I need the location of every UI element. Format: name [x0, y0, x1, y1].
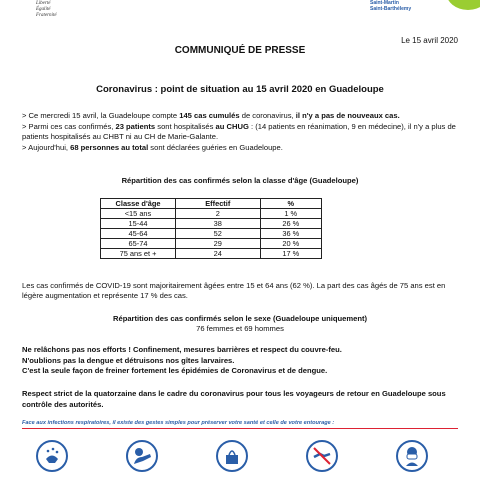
press-title: COMMUNIQUÉ DE PRESSE [174, 45, 306, 56]
mask-icon [396, 440, 428, 472]
situation-line-recovered: > Aujourd'hui, 68 personnes au total sont déclarées guéries en Guadeloupe. [22, 142, 283, 152]
cell-age: 65-74 [101, 239, 176, 249]
tissue-icon [216, 440, 248, 472]
header-count: Effectif [176, 199, 261, 209]
table-header-row [101, 199, 322, 209]
barrier-gestures-banner: Face aux infections respiratoires, il existe des gestes simples pour préserver votre santé et celle de votre entourage : [22, 420, 458, 429]
cell-percent: 26 % [260, 219, 321, 229]
table-row [101, 239, 322, 249]
sex-caption: Répartition des cas confirmés selon le sexe (Guadeloupe uniquement) [112, 314, 368, 323]
cell-count: 24 [176, 249, 261, 259]
cell-percent: 1 % [260, 209, 321, 219]
logo-label-saint-martin: Saint-Martin [370, 0, 399, 6]
situation-line-hospital: > Parmi ces cas confirmés, 23 patients sont hospitalisés au CHUG : (14 patients en réanimation, 9 en médecine), il n'y a plus de patients hospitalisés au CHBT ni au CH de Marie-Galante. [22, 121, 456, 142]
cell-percent: 17 % [260, 249, 321, 259]
motto-liberte: Liberté [36, 1, 51, 6]
cell-age: <15 ans [101, 209, 176, 219]
age-table-caption: Répartition des cas confirmés selon la classe d'âge (Guadeloupe) [121, 176, 359, 185]
table-row [101, 249, 322, 259]
age-comment-paragraph: Les cas confirmés de COVID-19 sont majoritairement âgées entre 15 et 64 ans (62 %). La part des cas âgés de 75 ans est en légère augmentation et représente 17 % des cas. [22, 281, 446, 300]
cell-age: 75 ans et + [101, 249, 176, 259]
cell-percent: 36 % [260, 229, 321, 239]
handwash-icon [36, 440, 68, 472]
message-efforts: Ne relâchons pas nos efforts ! Confinement, mesures barrières et respect du couvre-feu. [22, 345, 342, 354]
motto-fraternite: Fraternité [36, 13, 57, 18]
cell-age: 45-64 [101, 229, 176, 239]
age-distribution-table [100, 198, 322, 259]
cell-count: 29 [176, 239, 261, 249]
situation-line-cases: > Ce mercredi 15 avril, la Guadeloupe compte 145 cas cumulés de coronavirus, il n'y a pas de nouveaux cas. [22, 111, 400, 120]
release-date: Le 15 avril 2020 [401, 36, 458, 45]
prevention-messages [22, 345, 462, 377]
header-age-class: Classe d'âge [101, 199, 176, 209]
message-dengue: N'oublions pas la dengue et détruisons nos gîtes larvaires. [22, 355, 235, 365]
quarantine-message: Respect strict de la quatorzaine dans le cadre du coronavirus pour tous les voyageurs de retour en Guadeloupe sous contrôle des autorités. [22, 389, 446, 409]
message-epidemics: C'est la seule façon de freiner fortement les épidémies de Coronavirus et de dengue. [22, 366, 328, 375]
table-row [101, 219, 322, 229]
cell-count: 2 [176, 209, 261, 219]
table-row [101, 209, 322, 219]
cell-percent: 20 % [260, 239, 321, 249]
cell-count: 52 [176, 229, 261, 239]
cell-count: 38 [176, 219, 261, 229]
ars-logo-circle [446, 0, 480, 10]
situation-paragraph [22, 111, 462, 153]
cough-elbow-icon [126, 440, 158, 472]
cell-age: 15-44 [101, 219, 176, 229]
logo-label-saint-barthelemy: Saint-Barthélemy [370, 6, 412, 12]
ars-logo-labels [370, 0, 411, 12]
motto-egalite: Égalité [36, 7, 51, 12]
republic-motto [36, 0, 57, 19]
main-title: Coronavirus : point de situation au 15 avril 2020 en Guadeloupe [96, 84, 384, 95]
barrier-gestures-icons [22, 440, 458, 476]
header-percent: % [260, 199, 321, 209]
no-handshake-icon [306, 440, 338, 472]
sex-values: 76 femmes et 69 hommes [196, 324, 284, 333]
table-row [101, 229, 322, 239]
